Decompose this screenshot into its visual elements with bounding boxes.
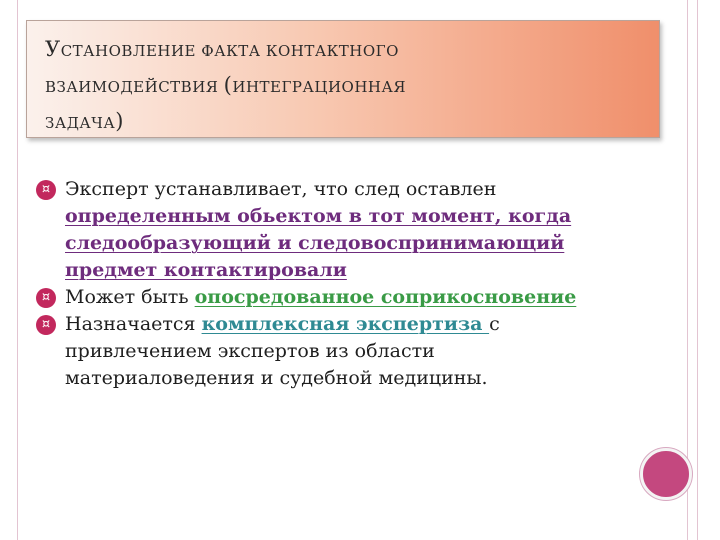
bullet-item bbox=[36, 311, 596, 392]
bullet-icon: ¤ bbox=[36, 315, 56, 335]
bullet-text: Назначается bbox=[65, 313, 202, 335]
title-line-2 bbox=[45, 73, 406, 97]
highlighted-term: определенным обьектом в тот момент, когда следообразующий и следовоспринимающий предмет контактировали bbox=[65, 205, 572, 281]
highlighted-term: опосредованное соприкосновение bbox=[194, 286, 577, 308]
bullet-item bbox=[36, 176, 596, 284]
right-decor-line-2 bbox=[697, 0, 698, 540]
bullet-item bbox=[36, 284, 596, 311]
title-close-paren: ) bbox=[115, 109, 124, 133]
bullet-icon: ¤ bbox=[36, 180, 56, 200]
title-line-2-text-b: ИНТЕГРАЦИОННАЯ bbox=[232, 78, 406, 96]
bullet-text: Эксперт устанавливает, что след оставлен bbox=[65, 178, 497, 200]
bullet-text-after: с привлечением экспертов из области материаловедения и судебной медицины. bbox=[65, 313, 500, 389]
decorative-circle bbox=[640, 448, 692, 500]
title-open-paren: ( bbox=[223, 73, 233, 97]
title-box bbox=[26, 20, 660, 138]
title-line-1-text: СТАНОВЛЕНИЕ ФАКТА КОНТАКТНОГО bbox=[60, 42, 399, 60]
title-line-2-text: ВЗАИМОДЕЙСТВИЯ bbox=[45, 78, 224, 96]
bullet-text: Может быть bbox=[65, 286, 195, 308]
highlighted-term: комплексная экспертиза bbox=[201, 313, 490, 335]
left-decor-line bbox=[17, 0, 18, 540]
title-line-1 bbox=[45, 37, 399, 61]
bullet-icon: ¤ bbox=[36, 288, 56, 308]
title-line-3-text: ЗАДАЧА bbox=[45, 114, 116, 132]
title-initial: У bbox=[45, 37, 61, 61]
title-line-3 bbox=[45, 109, 124, 133]
bullet-list bbox=[36, 176, 596, 392]
